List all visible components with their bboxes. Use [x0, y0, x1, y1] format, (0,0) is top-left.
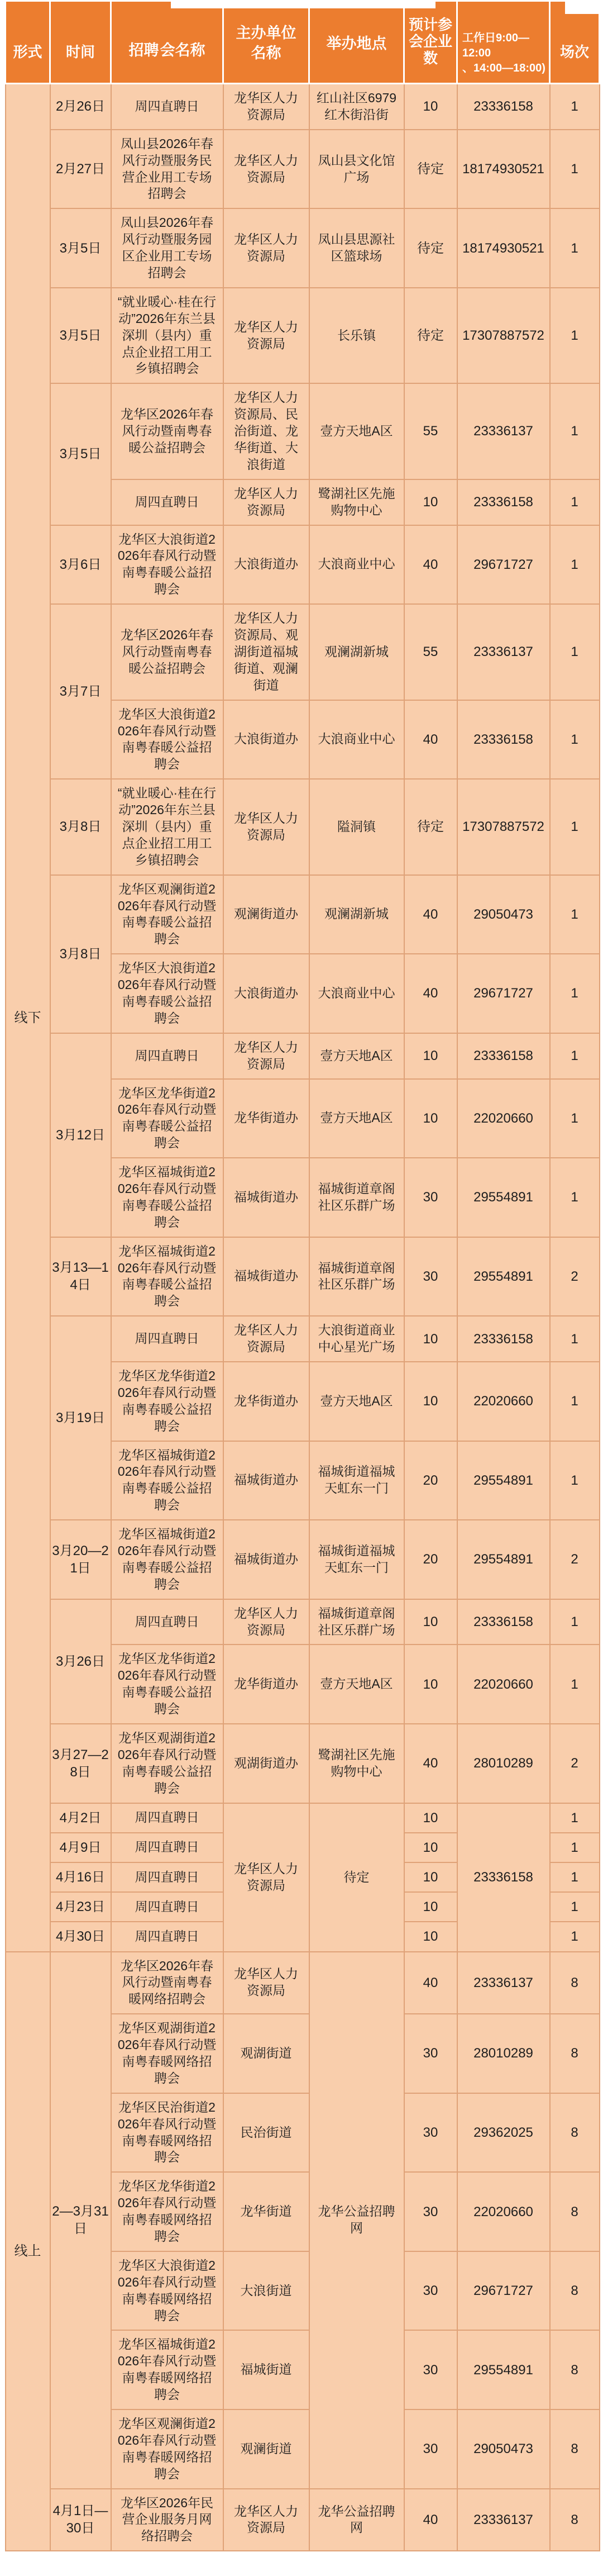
cell-section: 线上: [6, 1952, 50, 2551]
cell-date: 3月5日: [50, 383, 111, 525]
cell-org: 大浪街道办: [223, 700, 309, 780]
cell-num: 10: [404, 1862, 457, 1892]
cell-ses: 1: [550, 954, 600, 1033]
cell-date: 4月23日: [50, 1892, 111, 1922]
cell-tel: 17307887572: [457, 288, 550, 383]
cell-title: 龙华区龙华街道2026年春风行动暨南粤春暖网络招聘会: [111, 2172, 223, 2251]
cell-tel: 18174930521: [457, 130, 550, 209]
cell-ses: 8: [550, 2251, 600, 2331]
cell-tel: 29554891: [457, 1158, 550, 1237]
cell-tel: 29362025: [457, 2093, 550, 2173]
cell-title: 凤山县2026年春风行动暨服务民营企业用工专场招聘会: [111, 130, 223, 209]
cell-date: 3月13—14日: [50, 1237, 111, 1316]
cell-tel: 29554891: [457, 1237, 550, 1316]
cell-loc: 壹方天地A区: [309, 1033, 404, 1079]
cell-ses: 1: [550, 700, 600, 780]
table-row: [6, 1520, 600, 1599]
cell-ses: 1: [550, 1599, 600, 1645]
cell-ses: 1: [550, 479, 600, 525]
cell-org: 福城街道办: [223, 1158, 309, 1237]
cell-tel: 23336158: [457, 1599, 550, 1645]
cell-num: 10: [404, 1599, 457, 1645]
cell-num: 10: [404, 1833, 457, 1862]
cell-num: 待定: [404, 130, 457, 209]
cell-ses: 1: [550, 130, 600, 209]
cell-ses: 8: [550, 2330, 600, 2409]
cell-loc: 壹方天地A区: [309, 1079, 404, 1158]
clipped-header-text: 形式: [13, 43, 42, 60]
cell-ses: 1: [550, 1441, 600, 1520]
header-company-count: [404, 1, 457, 84]
cell-title: 龙华区大浪街道2026年春风行动暨南粤春暖公益招聘会: [111, 700, 223, 780]
cell-title: 周四直聘日: [111, 1599, 223, 1645]
cell-num: 55: [404, 604, 457, 700]
cell-ses: 1: [550, 604, 600, 700]
cell-date: 3月19日: [50, 1316, 111, 1520]
cell-num: 40: [404, 2489, 457, 2551]
cell-title: 龙华区2026年春风行动暨南粤春暖网络招聘会: [111, 1952, 223, 2014]
cell-ses: 1: [550, 208, 600, 288]
cell-date: 3月27—28日: [50, 1724, 111, 1803]
table-row: [6, 1599, 600, 1645]
cell-tel: 29050473: [457, 875, 550, 954]
cell-org: 龙华区人力资源局: [223, 779, 309, 874]
cell-org: 龙华区人力资源局: [223, 1599, 309, 1645]
cell-org: 观澜街道办: [223, 875, 309, 954]
cell-loc: 福城街道章阁社区乐群广场: [309, 1599, 404, 1645]
cell-num: 40: [404, 700, 457, 780]
cell-num: 10: [404, 1079, 457, 1158]
cell-title: “就业暖心·桂在行动”2026年东兰县深圳（县内）重点企业招工用工乡镇招聘会: [111, 288, 223, 383]
cell-tel: 22020660: [457, 1079, 550, 1158]
header-form: [6, 1, 50, 84]
clipped-header-text: 预计参会企业数: [408, 16, 452, 66]
cell-org: 龙华街道: [223, 2172, 309, 2251]
cell-ses: 8: [550, 2409, 600, 2489]
cell-org: 龙华区人力资源局: [223, 479, 309, 525]
clipped-header-text: 场次: [559, 43, 589, 60]
cell-org: 龙华区人力资源局: [223, 84, 309, 130]
phone-hours-line2: 、14:00—18:00): [462, 62, 545, 74]
cell-num: 40: [404, 1724, 457, 1803]
header-location: 举办地点: [309, 1, 404, 84]
cell-title: 龙华区观澜街道2026年春风行动暨南粤春暖网络招聘会: [111, 2409, 223, 2489]
cell-ses: 1: [550, 1079, 600, 1158]
clipped-header-text: 招聘: [128, 42, 159, 59]
cell-tel: 23336158: [457, 1803, 550, 1952]
cell-ses: 1: [550, 1892, 600, 1922]
cell-ses: 1: [550, 1833, 600, 1862]
cell-loc: 壹方天地A区: [309, 383, 404, 479]
table-row: [6, 1803, 600, 1833]
cell-tel: 23336137: [457, 2489, 550, 2551]
cell-title: 周四直聘日: [111, 1316, 223, 1362]
cell-num: 10: [404, 1922, 457, 1951]
cell-loc: 长乐镇: [309, 288, 404, 383]
cell-title: 周四直聘日: [111, 479, 223, 525]
cell-ses: 8: [550, 2014, 600, 2093]
cell-title: 龙华区大浪街道2026年春风行动暨南粤春暖公益招聘会: [111, 954, 223, 1033]
table-row: [6, 288, 600, 383]
cell-tel: 23336158: [457, 84, 550, 130]
cell-date: 4月16日: [50, 1862, 111, 1892]
cell-org: 龙华区人力资源局: [223, 130, 309, 209]
cell-title: 周四直聘日: [111, 1803, 223, 1833]
cell-title: 龙华区观澜街道2026年春风行动暨南粤春暖公益招聘会: [111, 875, 223, 954]
cell-title: 龙华区观湖街道2026年春风行动暨南粤春暖公益招聘会: [111, 1724, 223, 1803]
cell-num: 55: [404, 383, 457, 479]
table-row: [6, 604, 600, 700]
cell-title: 龙华区观湖街道2026年春风行动暨南粤春暖网络招聘会: [111, 2014, 223, 2093]
table-row: [6, 208, 600, 288]
cell-title: 龙华区2026年春风行动暨南粤春暖公益招聘会: [111, 383, 223, 479]
cell-date: 2—3月31日: [50, 1952, 111, 2489]
cell-tel: 28010289: [457, 1724, 550, 1803]
cell-org: 龙华区人力资源局、观湖街道福城街道、观澜街道: [223, 604, 309, 700]
cell-date: 3月8日: [50, 875, 111, 1033]
cell-date: 3月7日: [50, 604, 111, 779]
cell-date: 4月9日: [50, 1833, 111, 1862]
cell-num: 40: [404, 525, 457, 605]
cell-date: 3月20—21日: [50, 1520, 111, 1599]
cell-tel: 29554891: [457, 1441, 550, 1520]
cell-loc: 福城街道福城天虹东一门: [309, 1441, 404, 1520]
cell-org: 龙华区人力资源局: [223, 288, 309, 383]
cell-num: 30: [404, 2093, 457, 2173]
cell-loc: 壹方天地A区: [309, 1362, 404, 1441]
cell-org: 龙华区人力资源局: [223, 208, 309, 288]
cell-num: 10: [404, 1892, 457, 1922]
table-header: [6, 1, 600, 84]
header-date: [50, 1, 111, 84]
cell-num: 30: [404, 1158, 457, 1237]
table-row: [6, 1316, 600, 1362]
cell-org: 民治街道: [223, 2093, 309, 2173]
cell-tel: 22020660: [457, 1362, 550, 1441]
cell-tel: 23336137: [457, 604, 550, 700]
cell-org: 观湖街道: [223, 2014, 309, 2093]
cell-org: 福城街道办: [223, 1520, 309, 1599]
table-row: [6, 525, 600, 605]
cell-org: 龙华街道办: [223, 1079, 309, 1158]
cell-date: 2月26日: [50, 84, 111, 130]
cell-num: 待定: [404, 208, 457, 288]
cell-title: 周四直聘日: [111, 1862, 223, 1892]
cell-ses: 1: [550, 383, 600, 479]
cell-date: 4月1日—30日: [50, 2489, 111, 2551]
cell-tel: 29671727: [457, 525, 550, 605]
cell-date: 2月27日: [50, 130, 111, 209]
cell-ses: 2: [550, 1724, 600, 1803]
cell-num: 30: [404, 2014, 457, 2093]
cell-section: 线下: [6, 84, 50, 1952]
cell-title: 周四直聘日: [111, 1833, 223, 1862]
cell-date: 3月5日: [50, 208, 111, 288]
table-row: [6, 383, 600, 479]
cell-loc: 壹方天地A区: [309, 1645, 404, 1724]
cell-tel: 29671727: [457, 2251, 550, 2331]
cell-num: 10: [404, 1803, 457, 1833]
cell-loc: 观澜湖新城: [309, 604, 404, 700]
cell-num: 30: [404, 2172, 457, 2251]
cell-loc: 龙华公益招聘网: [309, 1952, 404, 2489]
cell-loc: 凤山县思源社区篮球场: [309, 208, 404, 288]
cell-ses: 8: [550, 2172, 600, 2251]
cell-title: 龙华区2026年春风行动暨南粤春暖公益招聘会: [111, 604, 223, 700]
table-row: [6, 875, 600, 954]
cell-num: 20: [404, 1520, 457, 1599]
cell-ses: 1: [550, 1033, 600, 1079]
cell-loc: 鹭湖社区先施购物中心: [309, 479, 404, 525]
cell-num: 30: [404, 2409, 457, 2489]
cell-tel: 18174930521: [457, 208, 550, 288]
header-event-title: 招聘 会名称: [111, 1, 223, 84]
cell-tel: 29050473: [457, 2409, 550, 2489]
table-row: [6, 130, 600, 209]
cell-num: 10: [404, 479, 457, 525]
header-phone: [457, 1, 550, 84]
cell-title: 龙华区福城街道2026年春风行动暨南粤春暖网络招聘会: [111, 2330, 223, 2409]
cell-num: 40: [404, 875, 457, 954]
cell-date: 3月26日: [50, 1599, 111, 1724]
cell-title: 龙华区龙华街道2026年春风行动暨南粤春暖公益招聘会: [111, 1079, 223, 1158]
cell-org: 龙华区人力资源局: [223, 1316, 309, 1362]
cell-date: 3月8日: [50, 779, 111, 874]
cell-org: 大浪街道: [223, 2251, 309, 2331]
cell-ses: 1: [550, 779, 600, 874]
header-row: [6, 1, 600, 84]
cell-num: 40: [404, 1952, 457, 2014]
cell-loc: 隘洞镇: [309, 779, 404, 874]
cell-num: 待定: [404, 779, 457, 874]
cell-ses: 1: [550, 1158, 600, 1237]
table-row: [6, 1724, 600, 1803]
cell-loc: 鹭湖社区先施购物中心: [309, 1724, 404, 1803]
cell-org: 龙华街道办: [223, 1362, 309, 1441]
cell-date: 4月30日: [50, 1922, 111, 1951]
cell-org: 龙华区人力资源局: [223, 2489, 309, 2551]
cell-ses: 1: [550, 1862, 600, 1892]
cell-title: 龙华区2026年民营企业服务月网络招聘会: [111, 2489, 223, 2551]
table-row: [6, 1952, 600, 2014]
cell-ses: 8: [550, 1952, 600, 2014]
cell-ses: 2: [550, 1520, 600, 1599]
screenshot-crop-artifact: [565, 0, 603, 14]
cell-title: 龙华区龙华街道2026年春风行动暨南粤春暖公益招聘会: [111, 1645, 223, 1724]
cell-tel: 22020660: [457, 2172, 550, 2251]
table-row: [6, 1237, 600, 1316]
cell-org: 观澜街道: [223, 2409, 309, 2489]
cell-tel: 23336158: [457, 700, 550, 780]
screenshot-crop-artifact: [171, 0, 436, 8]
cell-title: 龙华区大浪街道2026年春风行动暨南粤春暖公益招聘会: [111, 525, 223, 605]
cell-tel: 23336158: [457, 479, 550, 525]
cell-num: 10: [404, 1316, 457, 1362]
header-organizer: 主办单位名称: [223, 1, 309, 84]
cell-loc: 福城街道福城天虹东一门: [309, 1520, 404, 1599]
cell-tel: 22020660: [457, 1645, 550, 1724]
cell-org: 观湖街道办: [223, 1724, 309, 1803]
clipped-header-text: 时间: [65, 43, 95, 60]
cell-num: 30: [404, 2251, 457, 2331]
cell-num: 10: [404, 1362, 457, 1441]
cell-ses: 1: [550, 1922, 600, 1951]
cell-title: 周四直聘日: [111, 1033, 223, 1079]
cell-num: 10: [404, 1033, 457, 1079]
cell-tel: 28010289: [457, 2014, 550, 2093]
cell-num: 30: [404, 1237, 457, 1316]
cell-date: 3月5日: [50, 288, 111, 383]
cell-org: 龙华区人力资源局: [223, 1033, 309, 1079]
cell-loc: 龙华公益招聘网: [309, 2489, 404, 2551]
cell-loc: 待定: [309, 1803, 404, 1952]
cell-title: 周四直聘日: [111, 1922, 223, 1951]
cell-loc: 大浪商业中心: [309, 954, 404, 1033]
cell-ses: 1: [550, 1803, 600, 1833]
cell-org: 龙华街道办: [223, 1645, 309, 1724]
cell-loc: 凤山县文化馆广场: [309, 130, 404, 209]
table-row: [6, 2489, 600, 2551]
cell-date: 3月6日: [50, 525, 111, 605]
cell-date: 4月2日: [50, 1803, 111, 1833]
cell-org: 福城街道: [223, 2330, 309, 2409]
cell-ses: 8: [550, 2489, 600, 2551]
cell-org: 大浪街道办: [223, 525, 309, 605]
cell-title: 凤山县2026年春风行动暨服务园区企业用工专场招聘会: [111, 208, 223, 288]
cell-tel: 29554891: [457, 2330, 550, 2409]
cell-num: 10: [404, 84, 457, 130]
cell-ses: 2: [550, 1237, 600, 1316]
cell-loc: 大浪街道商业中心星光广场: [309, 1316, 404, 1362]
cell-loc: 观澜湖新城: [309, 875, 404, 954]
cell-title: 龙华区福城街道2026年春风行动暨南粤春暖公益招聘会: [111, 1441, 223, 1520]
cell-ses: 1: [550, 1362, 600, 1441]
cell-title: 龙华区福城街道2026年春风行动暨南粤春暖公益招聘会: [111, 1520, 223, 1599]
cell-tel: 23336158: [457, 1316, 550, 1362]
cell-org: 龙华区人力资源局: [223, 1803, 309, 1952]
cell-title: “就业暖心·桂在行动”2026年东兰县深圳（县内）重点企业招工用工乡镇招聘会: [111, 779, 223, 874]
cell-title: 龙华区福城街道2026年春风行动暨南粤春暖公益招聘会: [111, 1237, 223, 1316]
schedule-table-body: [6, 84, 600, 2551]
phone-hours-line1: 工作日9:00—12:00: [462, 32, 530, 59]
cell-title: 龙华区民治街道2026年春风行动暨南粤春暖网络招聘会: [111, 2093, 223, 2173]
table-row: [6, 84, 600, 130]
cell-tel: 29554891: [457, 1520, 550, 1599]
cell-ses: 1: [550, 875, 600, 954]
cell-title: 周四直聘日: [111, 84, 223, 130]
cell-loc: 福城街道章阁社区乐群广场: [309, 1237, 404, 1316]
table-row: [6, 779, 600, 874]
cell-tel: 23336158: [457, 1033, 550, 1079]
cell-title: 龙华区福城街道2026年春风行动暨南粤春暖公益招聘会: [111, 1158, 223, 1237]
recruitment-schedule-table: [4, 0, 600, 2551]
cell-num: 30: [404, 2330, 457, 2409]
cell-loc: 福城街道章阁社区乐群广场: [309, 1158, 404, 1237]
cell-num: 待定: [404, 288, 457, 383]
cell-ses: 1: [550, 1316, 600, 1362]
cell-title: 龙华区大浪街道2026年春风行动暨南粤春暖网络招聘会: [111, 2251, 223, 2331]
cell-tel: 29671727: [457, 954, 550, 1033]
cell-org: 龙华区人力资源局、民治街道、龙华街道、大浪街道: [223, 383, 309, 479]
cell-ses: 1: [550, 1645, 600, 1724]
cell-ses: 8: [550, 2093, 600, 2173]
cell-date: 3月12日: [50, 1033, 111, 1237]
cell-num: 10: [404, 1645, 457, 1724]
cell-org: 福城街道办: [223, 1441, 309, 1520]
cell-ses: 1: [550, 84, 600, 130]
cell-tel: 17307887572: [457, 779, 550, 874]
cell-org: 龙华区人力资源局: [223, 1952, 309, 2014]
cell-loc: 红山社区6979红木街沿街: [309, 84, 404, 130]
cell-title: 周四直聘日: [111, 1892, 223, 1922]
cell-tel: 23336137: [457, 1952, 550, 2014]
cell-loc: 大浪商业中心: [309, 700, 404, 780]
cell-loc: 大浪商业中心: [309, 525, 404, 605]
table-row: [6, 1033, 600, 1079]
cell-num: 20: [404, 1441, 457, 1520]
cell-ses: 1: [550, 288, 600, 383]
cell-ses: 1: [550, 525, 600, 605]
cell-num: 40: [404, 954, 457, 1033]
cell-org: 大浪街道办: [223, 954, 309, 1033]
cell-tel: 23336137: [457, 383, 550, 479]
cell-title: 龙华区龙华街道2026年春风行动暨南粤春暖公益招聘会: [111, 1362, 223, 1441]
cell-org: 福城街道办: [223, 1237, 309, 1316]
